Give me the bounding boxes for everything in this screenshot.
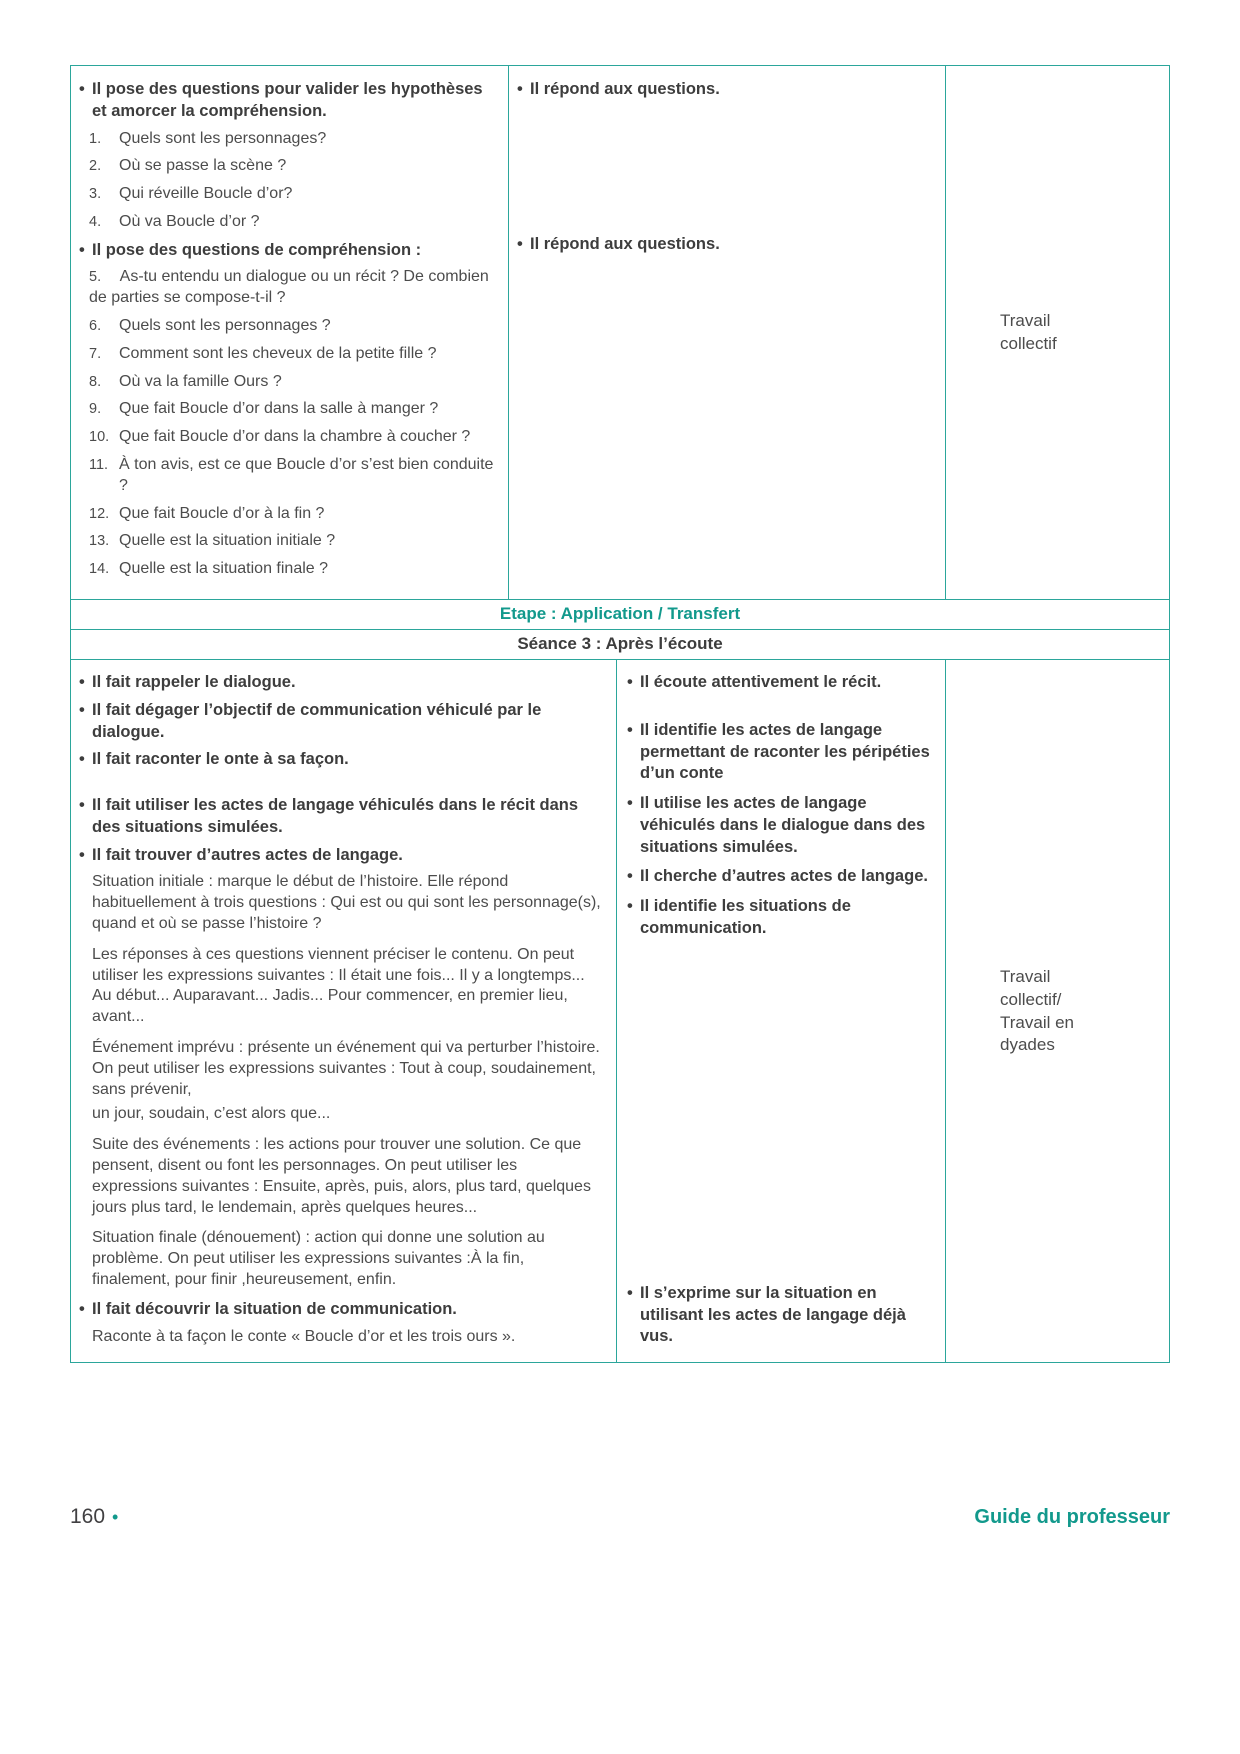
bullet-text: • Il identifie les actes de langage permettant de raconter les péripéties d’un conte [640,720,930,783]
student-bullet-identifies-acts [627,720,933,785]
question-text: Que fait Boucle d’or dans la chambre à coucher ? [119,428,471,446]
bullet-text: • Il pose des questions de compréhension : [92,240,422,259]
student-bullet-searches-acts [627,866,933,888]
paragraph-situation-finale: Situation finale (dénouement) : action qui donne une solution au problème. On peut utiliser les expressions suivantes :À la fin, finalement, pour finir ,heureusement, enfin. [92,1229,545,1288]
question-number: 14. [89,561,110,578]
student-bullet-answers-1 [517,79,935,101]
question-item [89,399,498,420]
teacher-bullet-comprehension-questions [79,240,498,262]
question-number: 3. [89,186,102,203]
question-item [89,427,498,448]
work-mode-cell-top [946,66,1169,599]
question-number: 1. [89,130,102,147]
question-item [89,372,498,393]
student-bullet-uses-acts [627,793,933,858]
bullet-text: • Il utilise les actes de langage véhiculés dans le dialogue dans des situations simulées. [640,794,926,856]
paragraph-un-jour-soudain: un jour, soudain, c’est alors que... [92,1105,331,1123]
question-text: À ton avis, est ce que Boucle d’or s’est bien conduite ? [119,456,494,494]
question-text: As-tu entendu un dialogue ou un récit ? De combien de parties se compose-t-il ? [89,268,489,307]
question-item [89,531,498,552]
footer-dot-icon: • [112,1507,119,1527]
question-number: 13. [89,533,110,550]
question-list-1 [89,129,498,233]
question-text: Qui réveille Boucle d’or? [119,185,293,203]
student-bullet-identifies-situations [627,896,933,940]
question-item [89,156,498,177]
paragraph-reponses-expressions: Les réponses à ces questions viennent préciser le contenu. On peut utiliser les expressions suivantes : Il était une fois... Il y a longtemps... Au début... Auparavant... Jadis... Pour commencer, en premier lieu, avant... [92,945,585,1026]
question-item [89,316,498,337]
student-bullet-listens [627,672,933,694]
question-item [89,504,498,525]
question-number: 7. [89,345,102,362]
teacher-actions-cell-top [71,66,509,599]
question-number: 5. [89,269,102,286]
bullet-text: • Il fait dégager l’objectif de communication véhiculé par le dialogue. [92,700,542,741]
paragraph-situation-initiale: Situation initiale : marque le début de l’histoire. Elle répond habituellement à trois questions : Qui est ou qui sont les personnage(s), quand et où se passe l’histoire ? [92,873,601,932]
question-item [89,212,498,233]
question-text: Que fait Boucle d’or à la fin ? [119,504,325,522]
question-number: 2. [89,158,102,175]
teacher-actions-cell-bottom [71,660,617,1362]
question-number: 10. [89,429,110,446]
page-number: 160 [70,1505,106,1528]
bullet-text: • Il écoute attentivement le récit. [640,673,882,692]
student-actions-cell-top [509,66,946,599]
teacher-bullet-use-speech-acts [79,795,602,839]
row-comprehension [71,66,1169,599]
question-item [89,455,498,497]
question-number: 8. [89,373,102,390]
question-item [89,559,498,580]
lesson-plan-table [70,65,1170,1363]
question-number: 9. [89,401,102,418]
question-item [89,267,498,309]
row-application-transfert [71,659,1169,1362]
teacher-bullet-recall-dialogue [79,672,602,694]
bullet-text: • Il fait raconter le onte à sa façon. [92,750,349,769]
paragraph-suite-evenements: Suite des événements : les actions pour trouver une solution. Ce que pensent, disent ou font les personnages. On peut utiliser les expressions suivantes : Ensuite, après, puis, alors, plus tard, quelques jours plus tard, le lendemain, après quelques heures... [92,1136,591,1216]
student-bullet-answers-2 [517,234,935,256]
teacher-bullet-objective [79,700,602,744]
page-number-block [70,1505,118,1529]
bullet-text: • Il fait découvrir la situation de communication. [92,1299,457,1318]
bullet-text: • Il pose des questions pour valider les hypothèses et amorcer la compréhension. [92,80,483,120]
bullet-text: • Il répond aux questions. [530,80,720,98]
question-item [89,184,498,205]
bullet-text: • Il cherche d’autres actes de langage. [640,867,928,886]
bullet-text: • Il fait trouver d’autres actes de langage. [92,845,403,864]
question-text: Quelle est la situation initiale ? [119,532,336,550]
question-list-2 [89,267,498,580]
question-number: 12. [89,505,110,522]
student-actions-cell-bottom [617,660,946,1362]
teacher-bullet-validate-hypotheses [79,79,498,123]
work-mode-label: Travail collectif [1000,311,1057,354]
question-number: 6. [89,318,102,335]
stage-header-text: Etape : Application / Transfert [499,604,741,624]
bullet-text: • Il répond aux questions. [530,234,720,253]
paragraph-evenement-imprevu: Événement imprévu : présente un événement qui va perturber l’histoire. On peut utiliser les expressions suivantes : Tout à coup, soudainement, sans prévenir, [92,1038,600,1098]
question-text: Que fait Boucle d’or dans la salle à manger ? [119,400,439,418]
question-text: Où va Boucle d’or ? [119,212,260,230]
question-number: 11. [89,457,109,474]
question-text: Quelle est la situation finale ? [119,560,329,578]
question-text: Quels sont les personnages? [119,129,327,147]
bullet-text: • Il s’exprime sur la situation en utilisant les actes de langage déjà vus. [640,1283,906,1346]
question-item [89,344,498,365]
footer-brand: Guide du professeur [974,1506,1170,1528]
bullet-text: • Il fait rappeler le dialogue. [92,673,296,692]
question-item [89,129,498,150]
question-text: Où se passe la scène ? [119,157,287,175]
teacher-bullet-retell-tale [79,749,602,771]
work-mode-cell-bottom [946,660,1169,1362]
work-mode-label: Travail collectif/ Travail en dyades [1000,966,1075,1055]
session-header-text: Séance 3 : Après l’écoute [517,634,723,654]
page-footer [70,1505,1170,1529]
paragraph-consigne-raconte: Raconte à ta façon le conte « Boucle d’or et les trois ours ». [92,1327,516,1345]
bullet-text: • Il identifie les situations de communication. [640,897,851,937]
bullet-text: • Il fait utiliser les actes de langage véhiculés dans le récit dans des situations simulées. [92,796,579,836]
question-text: Où va la famille Ours ? [119,372,282,390]
question-number: 4. [89,213,102,230]
student-bullet-expresses [627,1283,933,1348]
question-text: Quels sont les personnages ? [119,317,331,335]
session-header [71,629,1169,659]
teacher-bullet-discover-situation [79,1299,602,1321]
question-text: Comment sont les cheveux de la petite fille ? [119,344,437,362]
stage-header [71,599,1169,629]
teacher-bullet-find-speech-acts [79,845,602,867]
